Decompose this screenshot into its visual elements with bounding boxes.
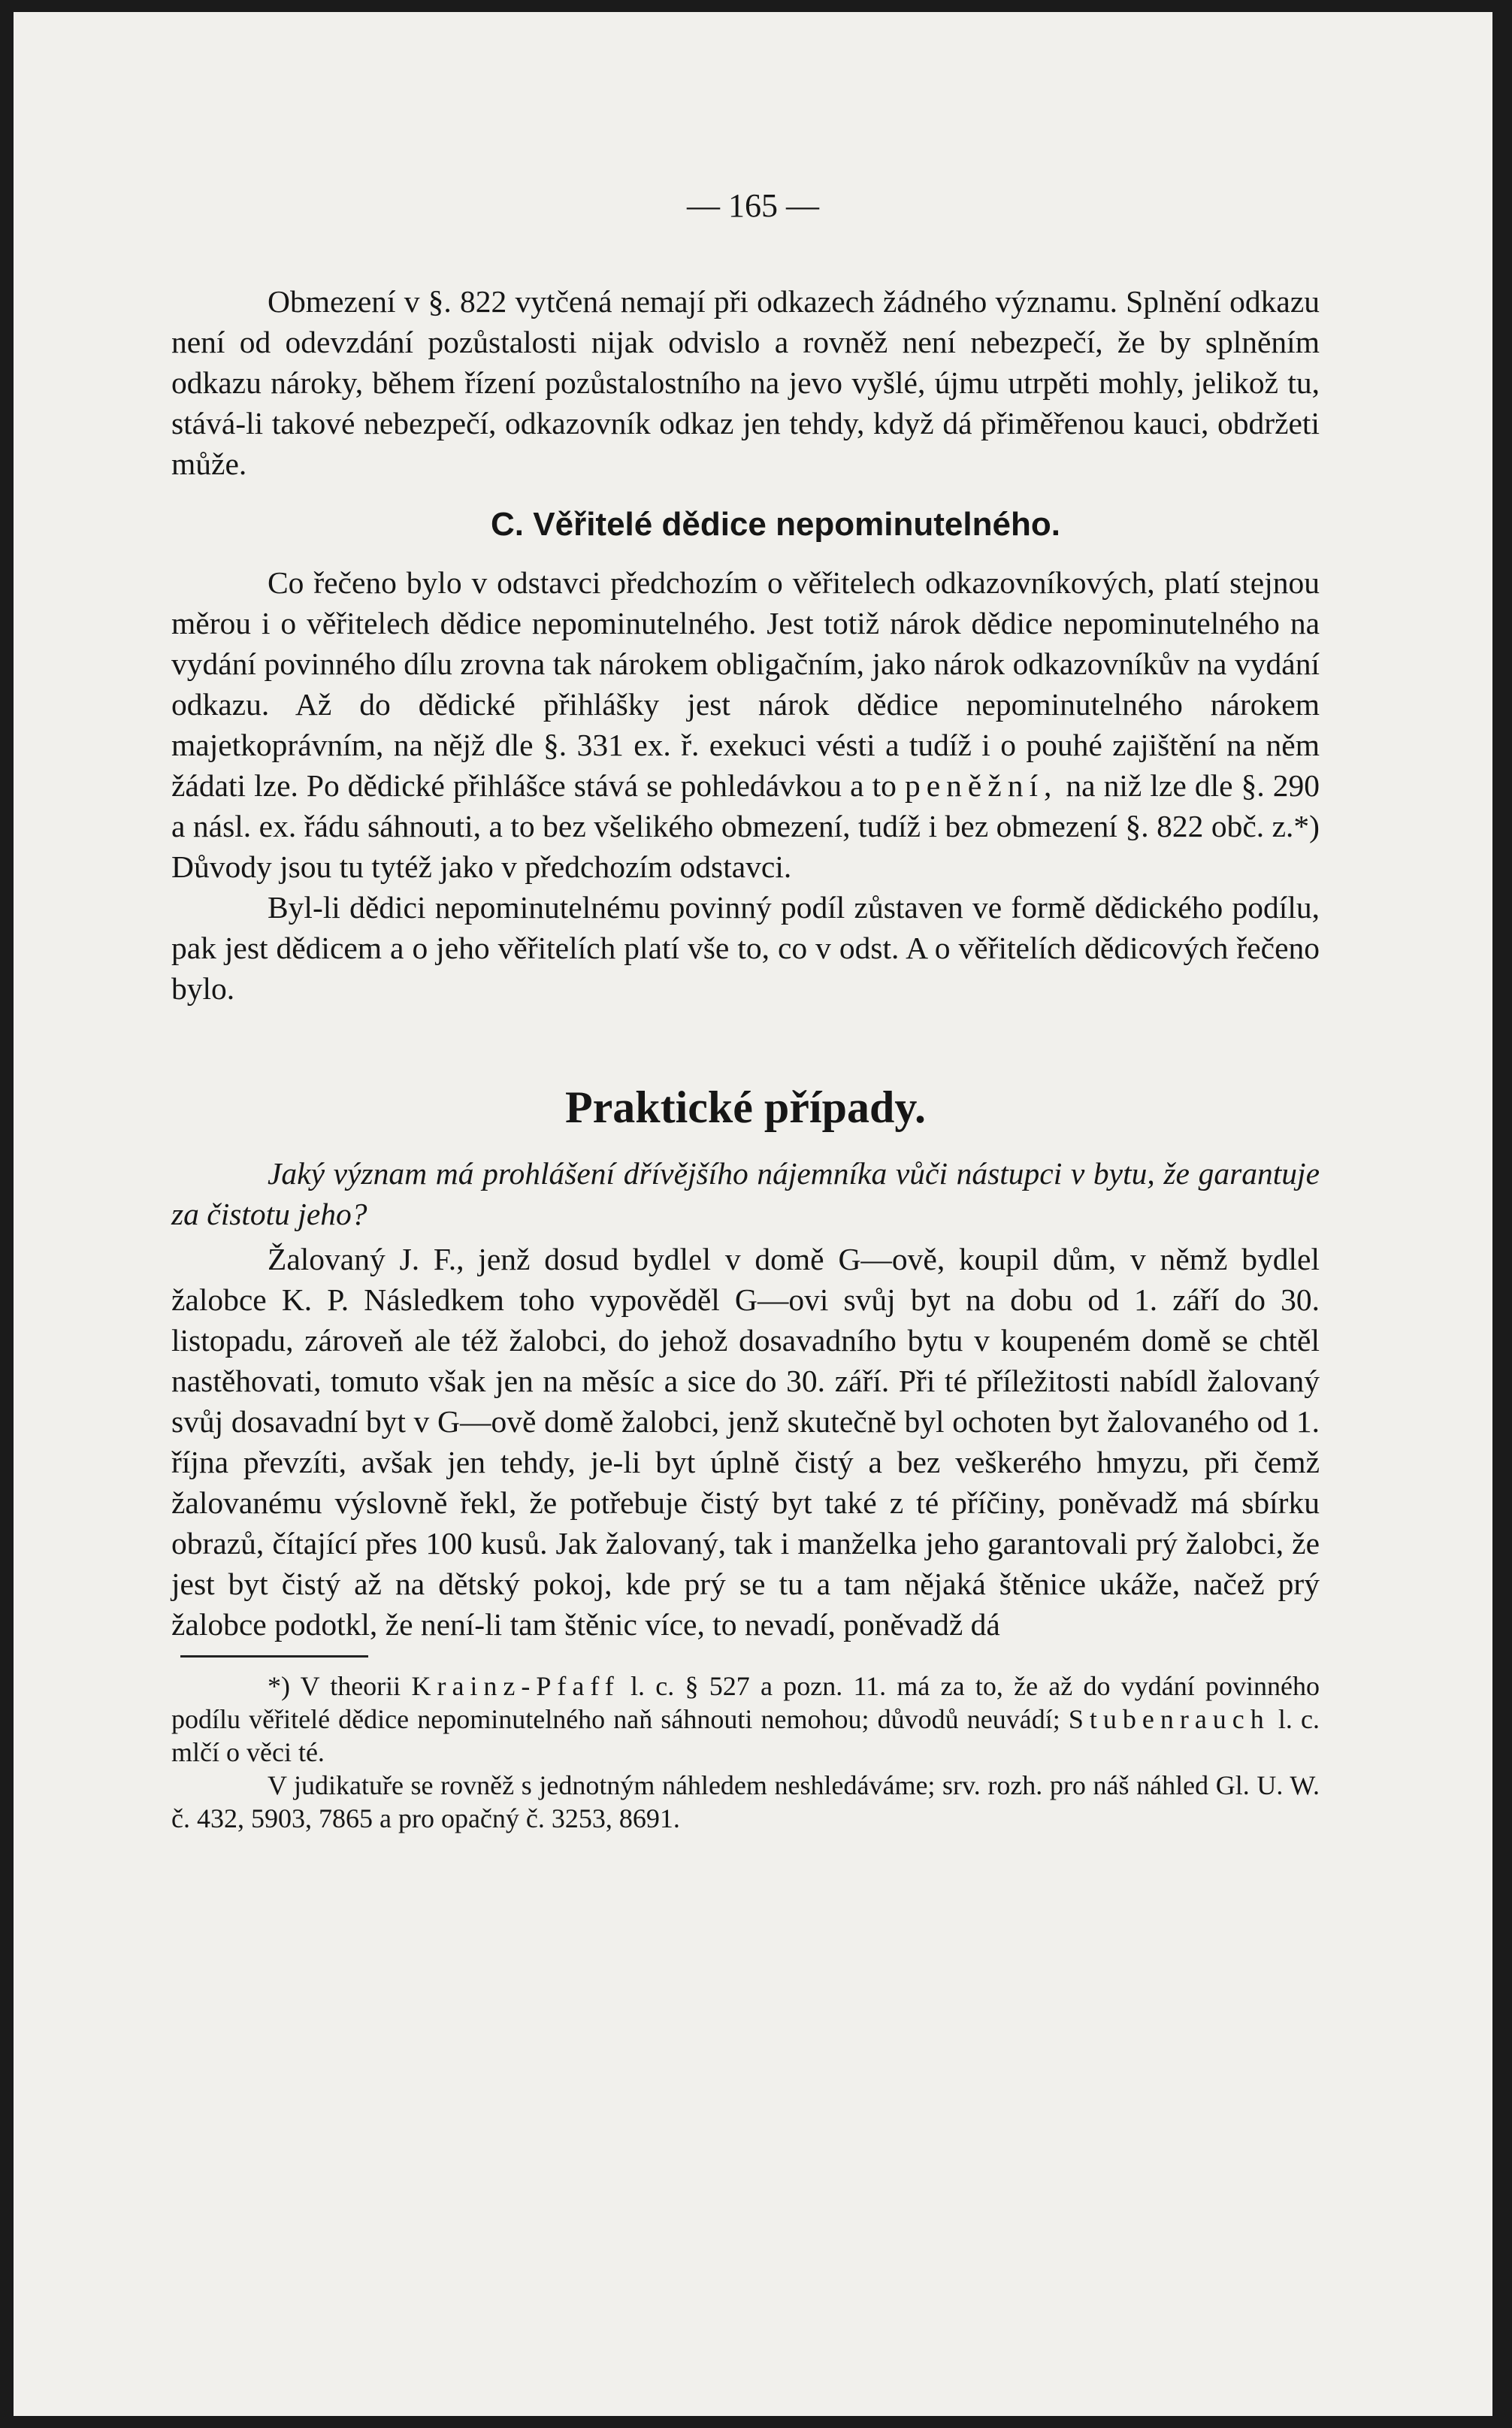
footnote-divider bbox=[180, 1655, 368, 1658]
case-question: Jaký význam má prohlášení dřívějšího nájemníka vůči nástupci v bytu, že garantuje za čistotu jeho? bbox=[171, 1156, 1320, 1231]
footnote-1-start: *) V theorii bbox=[268, 1671, 401, 1701]
page-number: — 165 — bbox=[687, 187, 819, 224]
footnote-1-mid: l. c. § 527 a pozn. 11. má za to, že až do vydání povinného podílu věřitelé dědice nepominutelného naň sáhnouti nemohou; důvodů neuvádí; bbox=[171, 1671, 1320, 1734]
paragraph-co-receno-text: Co řečeno bylo v odstavci předchozím o věřitelech odkazovníkových, platí stejnou měrou i o věřitelech dědice nepominutelného. Jest totiž nárok dědice nepominutelného na vydání povinného dílu zrovna tak nárokem obligačním, jako nárok odkazovníkův na vydání odkazu. Až do dědické přihlášky jest nárok dědice nepominutelného nárokem majetkoprávním, na nějž dle §. 331 ex. ř. exekuci vésti a tudíž i o pouhé zajištění na něm žádati lze. Po dědické přihlášce stává se pohledávkou a to bbox=[171, 565, 1320, 803]
footnote-author-krainz: Krainz-Pfaff bbox=[411, 1671, 620, 1701]
footnote-1-end: l. c. mlčí o věci té. bbox=[171, 1704, 1320, 1767]
paragraph-zalovany: Žalovaný J. F., jenž dosud bydlel v domě G—ově, koupil dům, v němž bydlel žalobce K. P. Následkem toho vypověděl G—ovi svůj byt na dobu od 1. září do 30. listopadu, zároveň ale též žalobci, do jehož dosavadního bytu v koupeném domě se chtěl nastěhovati, tomuto však jen na měsíc a sice do 30. září. Při té příležitosti nabídl žalovaný svůj dosavadní byt v G—ově domě žalobci, jenž skutečně byl ochoten byt žalovaného od 1. října převzíti, avšak jen tehdy, je-li byt úplně čistý a bez veškerého hmyzu, při čemž žalovanému výslovně řekl, že potřebuje čistý byt také z té příčiny, poněvadž má sbírku obrazů, čítající přes 100 kusů. Jak žalovaný, tak i manželka jeho garantovali prý žalobci, že jest byt čistý až na dětský pokoj, kde prý se tu a tam nějaká štěnice ukáže, načež prý žalobce podotkl, že není-li tam štěnic více, to nevadí, poněvadž dá bbox=[171, 1242, 1320, 1642]
paragraph-co-receno-end: na niž lze dle §. 290 a násl. ex. řádu sáhnouti, a to bez všelikého obmezení, tudíž i bez obmezení §. 822 obč. z.*) Důvody jsou tu tytéž jako v předchozím odstavci. bbox=[171, 768, 1320, 884]
book-page bbox=[14, 12, 1492, 2416]
spaced-word-penezni: peněžní, bbox=[904, 768, 1058, 803]
footnote-2: V judikatuře se rovněž s jednotným náhledem neshledáváme; srv. rozh. pro náš náhled Gl. U. W. č. 432, 5903, 7865 a pro opačný č. 3253, 8691. bbox=[171, 1770, 1320, 1833]
section-title-prakticke-pripady: Praktické případy. bbox=[564, 1082, 927, 1132]
footnote bbox=[171, 1670, 1320, 1835]
page-content bbox=[171, 281, 1320, 1835]
paragraph-co-receno bbox=[171, 562, 1320, 887]
footnote-author-stubenrauch: Stubenrauch bbox=[1068, 1704, 1270, 1734]
footnote-1 bbox=[171, 1670, 1320, 1769]
paragraph-byl-li: Byl-li dědici nepominutelnému povinný podíl zůstaven ve formě dědického podílu, pak jest dědicem a o jeho věřitelích platí vše to, co v odst. A o věřitelích dědicových řečeno bylo. bbox=[171, 890, 1320, 1006]
paragraph-obmezeni: Obmezení v §. 822 vytčená nemají při odkazech žádného významu. Splnění odkazu není od odevzdání pozůstalosti nijak odvislo a rovněž není nebezpečí, že by splněním odkazu nároky, během řízení pozůstalostního na jevo vyšlé, újmu utrpěti mohly, jelikož tu, stává-li takové nebezpečí, odkazovník odkaz jen tehdy, když dá přiměřenou kauci, obdržeti může. bbox=[171, 284, 1320, 481]
heading-veritele-dedice: C. Věřitelé dědice nepominutelného. bbox=[491, 506, 1060, 543]
